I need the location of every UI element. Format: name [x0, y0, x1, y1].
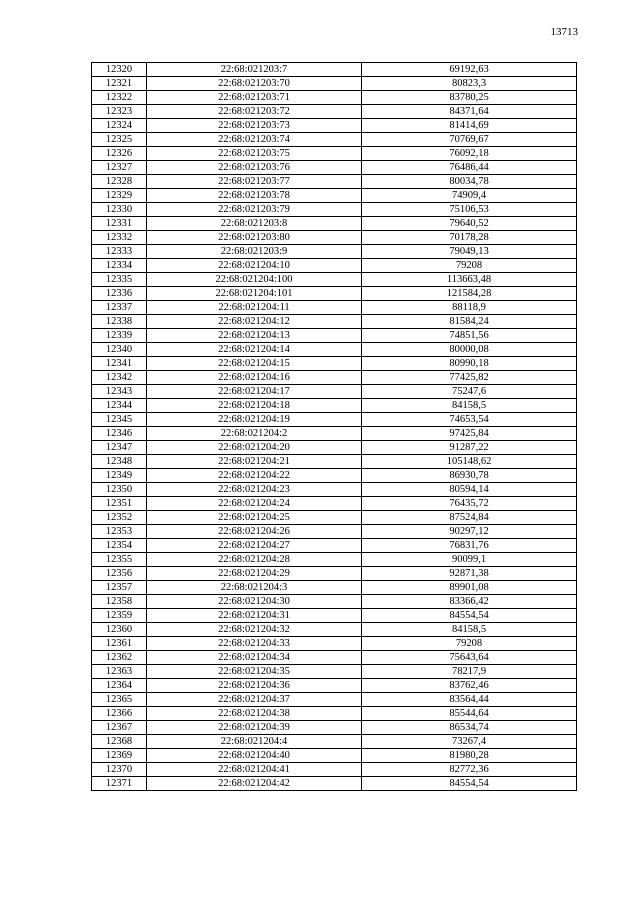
- cadastral-value-cell: 83366,42: [362, 595, 577, 609]
- table-row: [92, 483, 577, 497]
- cadastral-value-cell: 81980,28: [362, 749, 577, 763]
- row-number-cell: 12326: [92, 147, 147, 161]
- cadastral-number-cell: 22:68:021204:19: [147, 413, 362, 427]
- table-row: [92, 469, 577, 483]
- cadastral-value-cell: 75106,53: [362, 203, 577, 217]
- row-number-cell: 12369: [92, 749, 147, 763]
- cadastral-value-cell: 86930,78: [362, 469, 577, 483]
- row-number-cell: 12359: [92, 609, 147, 623]
- table-row: [92, 595, 577, 609]
- cadastral-number-cell: 22:68:021203:7: [147, 63, 362, 77]
- cadastral-value-table: [91, 62, 577, 791]
- cadastral-number-cell: 22:68:021204:35: [147, 665, 362, 679]
- row-number-cell: 12354: [92, 539, 147, 553]
- cadastral-value-cell: 77425,82: [362, 371, 577, 385]
- table-row: [92, 749, 577, 763]
- row-number-cell: 12335: [92, 273, 147, 287]
- row-number-cell: 12343: [92, 385, 147, 399]
- table-row: [92, 301, 577, 315]
- table-row: [92, 553, 577, 567]
- cadastral-number-cell: 22:68:021204:101: [147, 287, 362, 301]
- table-row: [92, 539, 577, 553]
- cadastral-value-cell: 91287,22: [362, 441, 577, 455]
- table-row: [92, 385, 577, 399]
- cadastral-value-cell: 121584,28: [362, 287, 577, 301]
- table-row: [92, 609, 577, 623]
- cadastral-number-cell: 22:68:021204:38: [147, 707, 362, 721]
- cadastral-number-cell: 22:68:021203:80: [147, 231, 362, 245]
- row-number-cell: 12328: [92, 175, 147, 189]
- table-row: [92, 455, 577, 469]
- table-row: [92, 329, 577, 343]
- row-number-cell: 12345: [92, 413, 147, 427]
- cadastral-number-cell: 22:68:021204:12: [147, 315, 362, 329]
- cadastral-value-cell: 82772,36: [362, 763, 577, 777]
- table-row: [92, 735, 577, 749]
- row-number-cell: 12352: [92, 511, 147, 525]
- table-row: [92, 245, 577, 259]
- cadastral-number-cell: 22:68:021204:100: [147, 273, 362, 287]
- row-number-cell: 12370: [92, 763, 147, 777]
- row-number-cell: 12346: [92, 427, 147, 441]
- cadastral-number-cell: 22:68:021204:13: [147, 329, 362, 343]
- page-number: 13713: [550, 26, 578, 38]
- cadastral-number-cell: 22:68:021204:32: [147, 623, 362, 637]
- cadastral-value-cell: 81414,69: [362, 119, 577, 133]
- cadastral-number-cell: 22:68:021204:37: [147, 693, 362, 707]
- table-row: [92, 119, 577, 133]
- table-row: [92, 371, 577, 385]
- cadastral-value-cell: 69192,63: [362, 63, 577, 77]
- cadastral-number-cell: 22:68:021204:42: [147, 777, 362, 791]
- table-row: [92, 763, 577, 777]
- row-number-cell: 12348: [92, 455, 147, 469]
- cadastral-value-cell: 79208: [362, 637, 577, 651]
- table-row: [92, 623, 577, 637]
- table-row: [92, 63, 577, 77]
- table-row: [92, 651, 577, 665]
- cadastral-value-cell: 83762,46: [362, 679, 577, 693]
- row-number-cell: 12320: [92, 63, 147, 77]
- table-row: [92, 357, 577, 371]
- cadastral-value-cell: 80823,3: [362, 77, 577, 91]
- cadastral-value-cell: 84371,64: [362, 105, 577, 119]
- cadastral-value-cell: 90297,12: [362, 525, 577, 539]
- row-number-cell: 12360: [92, 623, 147, 637]
- row-number-cell: 12350: [92, 483, 147, 497]
- cadastral-value-cell: 113663,48: [362, 273, 577, 287]
- row-number-cell: 12333: [92, 245, 147, 259]
- cadastral-number-cell: 22:68:021204:3: [147, 581, 362, 595]
- cadastral-number-cell: 22:68:021204:22: [147, 469, 362, 483]
- table-row: [92, 175, 577, 189]
- row-number-cell: 12323: [92, 105, 147, 119]
- cadastral-number-cell: 22:68:021204:31: [147, 609, 362, 623]
- cadastral-value-cell: 74851,56: [362, 329, 577, 343]
- cadastral-number-cell: 22:68:021204:27: [147, 539, 362, 553]
- row-number-cell: 12361: [92, 637, 147, 651]
- row-number-cell: 12340: [92, 343, 147, 357]
- cadastral-number-cell: 22:68:021204:16: [147, 371, 362, 385]
- cadastral-value-cell: 79208: [362, 259, 577, 273]
- row-number-cell: 12337: [92, 301, 147, 315]
- row-number-cell: 12330: [92, 203, 147, 217]
- cadastral-value-cell: 88118,9: [362, 301, 577, 315]
- cadastral-number-cell: 22:68:021204:11: [147, 301, 362, 315]
- cadastral-value-cell: 78217,9: [362, 665, 577, 679]
- cadastral-number-cell: 22:68:021203:76: [147, 161, 362, 175]
- row-number-cell: 12347: [92, 441, 147, 455]
- cadastral-number-cell: 22:68:021204:15: [147, 357, 362, 371]
- row-number-cell: 12356: [92, 567, 147, 581]
- cadastral-value-cell: 74653,54: [362, 413, 577, 427]
- table-row: [92, 511, 577, 525]
- cadastral-value-cell: 70178,28: [362, 231, 577, 245]
- cadastral-number-cell: 22:68:021203:73: [147, 119, 362, 133]
- row-number-cell: 12338: [92, 315, 147, 329]
- cadastral-value-cell: 80990,18: [362, 357, 577, 371]
- cadastral-value-cell: 84158,5: [362, 623, 577, 637]
- row-number-cell: 12341: [92, 357, 147, 371]
- row-number-cell: 12362: [92, 651, 147, 665]
- row-number-cell: 12332: [92, 231, 147, 245]
- cadastral-number-cell: 22:68:021204:39: [147, 721, 362, 735]
- row-number-cell: 12358: [92, 595, 147, 609]
- row-number-cell: 12334: [92, 259, 147, 273]
- table-row: [92, 147, 577, 161]
- cadastral-value-cell: 89901,08: [362, 581, 577, 595]
- cadastral-number-cell: 22:68:021203:79: [147, 203, 362, 217]
- cadastral-value-cell: 84554,54: [362, 777, 577, 791]
- cadastral-value-cell: 97425,84: [362, 427, 577, 441]
- row-number-cell: 12363: [92, 665, 147, 679]
- cadastral-number-cell: 22:68:021203:75: [147, 147, 362, 161]
- row-number-cell: 12324: [92, 119, 147, 133]
- cadastral-value-cell: 85544,64: [362, 707, 577, 721]
- table-row: [92, 581, 577, 595]
- row-number-cell: 12331: [92, 217, 147, 231]
- row-number-cell: 12365: [92, 693, 147, 707]
- cadastral-value-cell: 76092,18: [362, 147, 577, 161]
- table-row: [92, 105, 577, 119]
- cadastral-number-cell: 22:68:021204:20: [147, 441, 362, 455]
- table-row: [92, 665, 577, 679]
- cadastral-value-cell: 86534,74: [362, 721, 577, 735]
- row-number-cell: 12321: [92, 77, 147, 91]
- row-number-cell: 12339: [92, 329, 147, 343]
- row-number-cell: 12325: [92, 133, 147, 147]
- row-number-cell: 12327: [92, 161, 147, 175]
- table-row: [92, 427, 577, 441]
- table-row: [92, 637, 577, 651]
- cadastral-number-cell: 22:68:021204:40: [147, 749, 362, 763]
- cadastral-value-cell: 80034,78: [362, 175, 577, 189]
- row-number-cell: 12329: [92, 189, 147, 203]
- row-number-cell: 12349: [92, 469, 147, 483]
- table-row: [92, 525, 577, 539]
- table-row: [92, 413, 577, 427]
- cadastral-number-cell: 22:68:021204:41: [147, 763, 362, 777]
- cadastral-value-cell: 105148,62: [362, 455, 577, 469]
- cadastral-value-cell: 73267,4: [362, 735, 577, 749]
- cadastral-number-cell: 22:68:021204:21: [147, 455, 362, 469]
- cadastral-number-cell: 22:68:021203:9: [147, 245, 362, 259]
- table-row: [92, 315, 577, 329]
- cadastral-number-cell: 22:68:021204:10: [147, 259, 362, 273]
- cadastral-value-cell: 79640,52: [362, 217, 577, 231]
- table-row: [92, 707, 577, 721]
- cadastral-number-cell: 22:68:021203:72: [147, 105, 362, 119]
- cadastral-value-cell: 76486,44: [362, 161, 577, 175]
- row-number-cell: 12357: [92, 581, 147, 595]
- table-row: [92, 441, 577, 455]
- cadastral-value-cell: 74909,4: [362, 189, 577, 203]
- table-row: [92, 217, 577, 231]
- cadastral-value-cell: 90099,1: [362, 553, 577, 567]
- row-number-cell: 12368: [92, 735, 147, 749]
- table-body: [92, 63, 577, 791]
- cadastral-value-cell: 87524,84: [362, 511, 577, 525]
- cadastral-value-cell: 81584,24: [362, 315, 577, 329]
- cadastral-value-cell: 83564,44: [362, 693, 577, 707]
- row-number-cell: 12367: [92, 721, 147, 735]
- cadastral-number-cell: 22:68:021204:34: [147, 651, 362, 665]
- table-row: [92, 399, 577, 413]
- table-row: [92, 777, 577, 791]
- row-number-cell: 12355: [92, 553, 147, 567]
- cadastral-number-cell: 22:68:021204:17: [147, 385, 362, 399]
- table-row: [92, 91, 577, 105]
- row-number-cell: 12322: [92, 91, 147, 105]
- table-row: [92, 189, 577, 203]
- row-number-cell: 12353: [92, 525, 147, 539]
- cadastral-number-cell: 22:68:021204:28: [147, 553, 362, 567]
- cadastral-number-cell: 22:68:021204:26: [147, 525, 362, 539]
- row-number-cell: 12371: [92, 777, 147, 791]
- table-row: [92, 497, 577, 511]
- cadastral-number-cell: 22:68:021204:36: [147, 679, 362, 693]
- cadastral-value-cell: 70769,67: [362, 133, 577, 147]
- cadastral-value-cell: 92871,38: [362, 567, 577, 581]
- table-row: [92, 231, 577, 245]
- table-row: [92, 567, 577, 581]
- cadastral-value-cell: 75247,6: [362, 385, 577, 399]
- cadastral-number-cell: 22:68:021203:74: [147, 133, 362, 147]
- cadastral-number-cell: 22:68:021203:71: [147, 91, 362, 105]
- cadastral-number-cell: 22:68:021204:14: [147, 343, 362, 357]
- cadastral-value-cell: 76435,72: [362, 497, 577, 511]
- row-number-cell: 12366: [92, 707, 147, 721]
- cadastral-number-cell: 22:68:021204:30: [147, 595, 362, 609]
- table-row: [92, 721, 577, 735]
- cadastral-value-cell: 84158,5: [362, 399, 577, 413]
- table-row: [92, 273, 577, 287]
- cadastral-value-cell: 80594,14: [362, 483, 577, 497]
- cadastral-number-cell: 22:68:021203:8: [147, 217, 362, 231]
- row-number-cell: 12351: [92, 497, 147, 511]
- cadastral-number-cell: 22:68:021204:29: [147, 567, 362, 581]
- table-row: [92, 343, 577, 357]
- cadastral-value-cell: 80000,08: [362, 343, 577, 357]
- cadastral-number-cell: 22:68:021204:25: [147, 511, 362, 525]
- table-row: [92, 287, 577, 301]
- cadastral-value-cell: 84554,54: [362, 609, 577, 623]
- cadastral-number-cell: 22:68:021204:24: [147, 497, 362, 511]
- row-number-cell: 12342: [92, 371, 147, 385]
- table-row: [92, 679, 577, 693]
- cadastral-number-cell: 22:68:021204:33: [147, 637, 362, 651]
- row-number-cell: 12344: [92, 399, 147, 413]
- table-row: [92, 161, 577, 175]
- table-row: [92, 203, 577, 217]
- cadastral-value-cell: 79049,13: [362, 245, 577, 259]
- cadastral-value-cell: 76831,76: [362, 539, 577, 553]
- table-row: [92, 77, 577, 91]
- cadastral-number-cell: 22:68:021204:18: [147, 399, 362, 413]
- cadastral-value-cell: 83780,25: [362, 91, 577, 105]
- cadastral-number-cell: 22:68:021203:77: [147, 175, 362, 189]
- table-row: [92, 133, 577, 147]
- cadastral-number-cell: 22:68:021204:23: [147, 483, 362, 497]
- cadastral-number-cell: 22:68:021203:70: [147, 77, 362, 91]
- table-row: [92, 259, 577, 273]
- cadastral-value-cell: 75643,64: [362, 651, 577, 665]
- row-number-cell: 12364: [92, 679, 147, 693]
- row-number-cell: 12336: [92, 287, 147, 301]
- cadastral-number-cell: 22:68:021204:4: [147, 735, 362, 749]
- table-row: [92, 693, 577, 707]
- cadastral-number-cell: 22:68:021203:78: [147, 189, 362, 203]
- cadastral-number-cell: 22:68:021204:2: [147, 427, 362, 441]
